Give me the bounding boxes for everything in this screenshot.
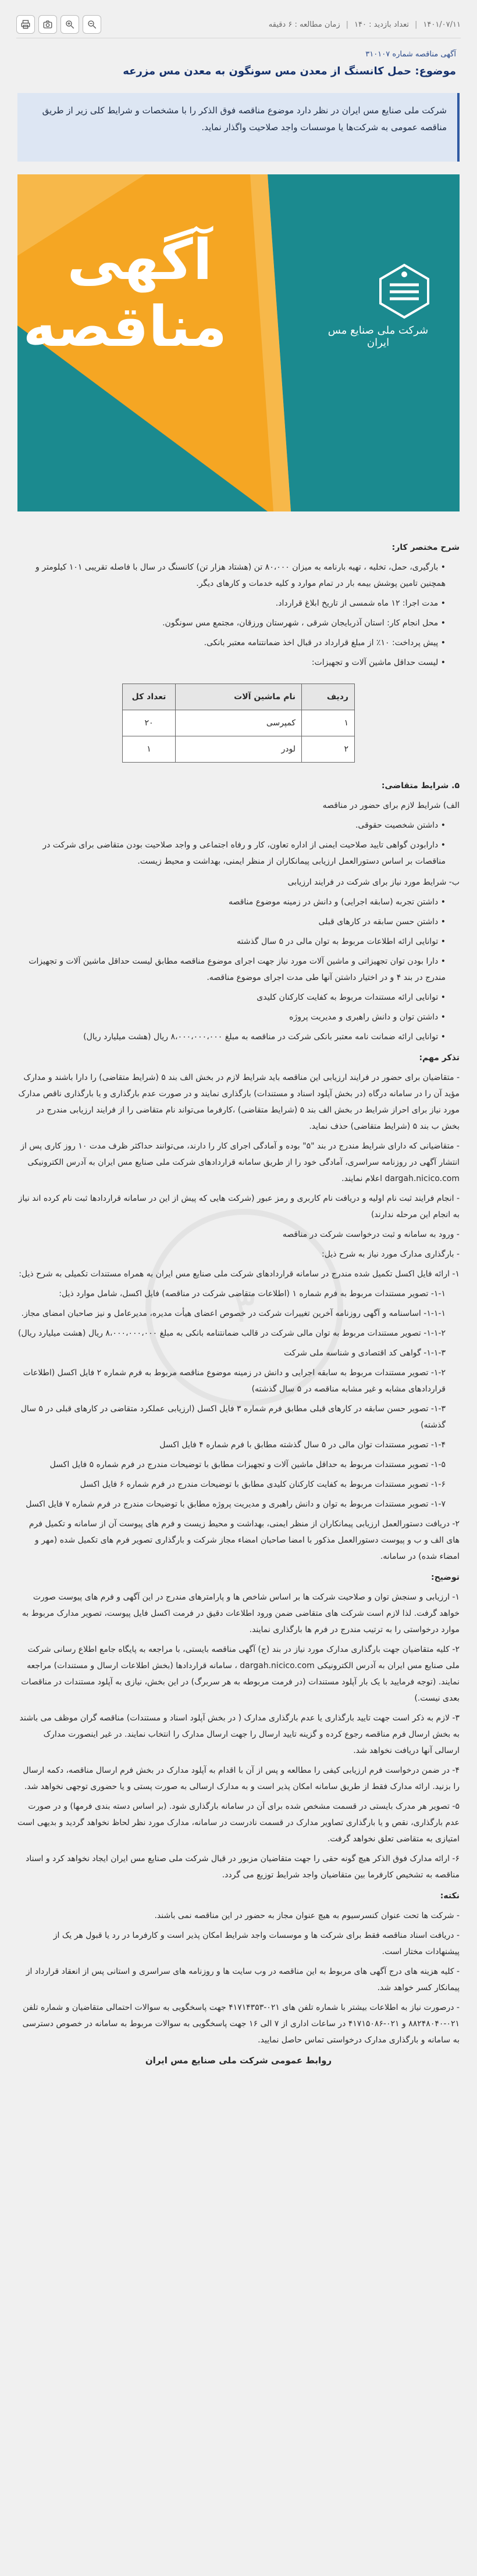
company-name: شرکت ملی صنایع مس ایران [328, 324, 429, 349]
list-item: ۱-۱-۳- گواهی کد اقتصادی و شناسه ملی شرکت [283, 1348, 446, 1358]
article-toolbar [16, 14, 461, 35]
list-item: ۱-۷- تصویر مستندات مربوط به توان و دانش راهبری و مدیریت پروژه مطابق با توضیحات مندرج در فرم شماره ۷ فایل اکسل [26, 1500, 446, 1509]
column-header: ردیف [302, 684, 355, 710]
list-item: ۳- لازم به ذکر است جهت تایید بارگذاری یا عدم بارگذاری مدارک ( در بخش آپلود اسناد و مستندات) مناقصه گران موظف می باشند به بخش ارسال فرم مناقصه رجوع کرده و گزینه تایید ارسال را جهت ارسال مدارک را انتخاب نمایند. در غیر اینصورت مدارک ارسالی آنها دریافت نخواهد شد. [19, 1713, 460, 1755]
list-item: - ورود به سامانه و ثبت درخواست شرکت در مناقصه [282, 1230, 460, 1239]
list-item: ۱-۱-۲- تصویر مستندات مربوط به توان مالی شرکت در قالب ضمانتنامه بانکی به مبلغ ۸،۰۰۰،۰۰۰،۰۰۰ ریال (هشت میلیارد ریال) [18, 1329, 446, 1338]
list-item: • داشتن شخصیت حقوقی. [355, 821, 446, 830]
zoom-in-icon [65, 19, 75, 30]
table-row [123, 710, 355, 736]
list-item: - متقاضیان برای حضور در فرایند ارزیابی این مناقصه باید شرایط لازم در بخش الف بند ۵ (شرایط متقاضی) را دارا باشند و مدارک مؤید آن را در سامانه درگاه (در بخش آپلود اسناد و مستندات) بارگذاری نمایند و در صورت عدم بارگذاری و یا بارگذاری ناقص مدارک مورد نیاز برای احراز شرایط در بخش الف بند ۵ (شرایط متقاضی) ،کارفرما می‌تواند نام متقاضی را از فرایند ارزیابی مندرج در بخش ب بند ۵ (شرایط متقاضی) حذف نماید. [18, 1073, 460, 1131]
zoom-out-button[interactable] [83, 15, 101, 34]
list-item: ۱-۱-۱- اساسنامه و آگهی روزنامه آخرین تغییرات شرکت در خصوص اعضای هیأت مدیره، مدیرعامل و نیز صاحبان امضای مجاز. [21, 1309, 446, 1318]
list-item: ۱-۱- تصویر مستندات مربوط به فرم شماره ۱ (اطلاعات متقاضی شرکت در مناقصه) فایل اکسل، شامل موارد ذیل: [59, 1289, 446, 1298]
list-item: ۱- ارائه فایل اکسل تکمیل شده مندرج در سامانه قراردادهای شرکت ملی صنایع مس ایران به همراه مستندات تکمیلی به شرح ذیل: [19, 1269, 460, 1279]
visit-count: تعداد بازدید : ۱۴۰ [354, 20, 409, 29]
list-item: • لیست حداقل ماشین آلات و تجهیزات: [311, 658, 446, 667]
table-header-row [123, 684, 355, 710]
page-title: موضوع: حمل کانسنگ از معدن مس سونگون به معدن مس مزرعه [123, 65, 456, 77]
watermark-logo-icon: ۳ [145, 1209, 343, 1407]
screenshot-button[interactable] [38, 15, 57, 34]
list-item: • توانایی ارائه مستندات مربوط به کفایت کارکنان کلیدی [257, 993, 446, 1002]
list-item: - کلیه هزینه های درج آگهی های مربوط به این مناقصه در وب سایت ها و روزنامه های سراسری و استانی پس از انعقاد قرارداد از پیمانکار کسر خواهد شد. [26, 1967, 460, 1992]
list-item: ۴- در ضمن درخواست فرم ارزیابی کیفی را مطالعه و پس از آن با اقدام به آپلود مدارک در بخش فرم ارسال مناقصه، دکمه ارسال را بزنید. ارائه مدارک فقط از طریق سامانه امکان پذیر است و به مدارک ارسالی به صورت پستی و یا حضوری توجهی نخواهد شد. [23, 1766, 460, 1791]
list-item: - بارگذاری مدارک مورد نیاز به شرح ذیل: [322, 1250, 460, 1259]
list-item: • پیش پرداخت: ۱۰٪ از مبلغ قرارداد در قبال اخذ ضمانتنامه معتبر بانکی. [204, 638, 446, 647]
lead-summary: شرکت ملی صنایع مس ایران در نظر دارد موضوع مناقصه فوق الذکر را با مشخصات و شرایط کلی زیر از طریق مناقصه عمومی به شرکت‌ها یا موسسات واجد صلاحیت واگذار نماید. [17, 93, 460, 162]
list-item: ۶- ارائه مدارک فوق الذکر هیچ گونه حقی را جهت متقاضیان مزبور در قبال شرکت ملی صنایع مس ایران ایجاد نخواهد کرد و اسناد مناقصه به تشخیص کارفرما بین متقاضیان واجد شرایط توزیع می گردد. [26, 1854, 460, 1880]
list-item: • داشتن تجربه (سابقه اجرایی) و دانش در زمینه موضوع مناقصه [228, 897, 446, 907]
list-item: • توانایی ارائه ضمانت نامه معتبر بانکی شرکت در مناقصه به مبلغ ۸،۰۰۰،۰۰۰،۰۰۰ ریال (هشت میلیارد ریال) [83, 1032, 446, 1042]
list-item: • داشتن توان و دانش راهبری و مدیریت پروژه [289, 1012, 446, 1022]
list-item: ۱-۳- تصویر حسن سابقه در کارهای قبلی مطابق فرم شماره ۳ فایل اکسل (ارزیابی عملکرد متقاضی در کارهای قبلی در ۵ سال گذشته) [20, 1404, 446, 1430]
section-heading: تذکر مهم: [419, 1053, 460, 1062]
machinery-table [122, 684, 355, 763]
logo-emblem-icon [372, 262, 436, 320]
list-item: • داشتن حسن سابقه در کارهای قبلی [318, 917, 446, 926]
list-item: - شرکت ها تحت عنوان کنسرسیوم به هیچ عنوان مجاز به حضور در این مناقصه نمی باشند. [154, 1911, 460, 1920]
list-item: - دریافت اسناد مناقصه فقط برای شرکت ها و موسسات واجد شرایط امکان پذیر است و کارفرما در رد یا قبول هر یک از پیشنهادات مختار است. [53, 1931, 460, 1956]
signature: روابط عمومی شرکت ملی صنایع مس ایران [145, 2055, 332, 2066]
list-item: ۲- دریافت دستورالعمل ارزیابی پیمانکاران از منظر ایمنی، بهداشت و محیط زیست و فرم های پیوست آن از سامانه و تکمیل فرم های الف و ب و پیوست دستورالعمل مذکور با امضا صاحبان امضاء مجاز شرکت و بارگذاری تصویر فرم های تکمیل شده (مهر و امضاء شده) در سامانه. [29, 1519, 460, 1561]
section-heading: نکته: [440, 1891, 460, 1901]
meta-separator: | [414, 20, 418, 29]
publish-date: ۱۴۰۱/۰۷/۱۱ [423, 20, 461, 29]
zoom-out-icon [87, 19, 97, 30]
list-item: • بارگیری، حمل، تخلیه ، تهیه بارنامه به میزان ۸۰،۰۰۰ تن (هشتاد هزار تن) کانسنگ در سال با فاصله تقریبی ۱۰۱ کیلومتر و همچنین تامین پوشش بیمه بار در تمام موارد و کلیه خدمات و کارهای دیگر. [35, 563, 446, 588]
camera-icon [42, 19, 53, 30]
column-header: تعداد کل [123, 684, 176, 710]
list-item: ۵- تصویر هر مدرک بایستی در قسمت مشخص شده برای آن در سامانه بارگذاری شود. (بر اساس دسته بندی فرمها) و در صورت عدم بارگذاری، نقص و یا بارگذاری تصاویر مدارک در قسمت نادرست در سامانه، مدارک مورد نظر لحاظ نخواهد گردید و بدیهی است امتیازی به متقاضی تعلق نخواهد گرفت. [17, 1802, 460, 1844]
list-item: - انجام فرایند ثبت نام اولیه و دریافت نام کاربری و رمز عبور (شرکت هایی که پیش از این در سامانه قراردادها ثبت نام کرده اند نیاز به انجام این مرحله ندارند) [18, 1194, 460, 1219]
company-logo [320, 262, 436, 349]
sub-heading: الف) شرایط لازم برای حضور در مناقصه [322, 801, 460, 810]
table-cell: کمپرسی [176, 710, 302, 736]
table-cell: ۲ [302, 736, 355, 763]
list-item: • محل انجام کار: استان آذربایجان شرقی ، شهرستان ورزقان، مجتمع مس سونگون. [162, 618, 446, 628]
print-icon [20, 19, 31, 30]
section-heading: توضیح: [431, 1573, 460, 1582]
list-item: • توانایی ارائه اطلاعات مربوط به توان مالی در ۵ سال گذشته [237, 937, 446, 946]
notice-number: آگهی مناقصه شماره ۳۱۰۱۰۷ [365, 50, 456, 59]
table-cell: ۱ [302, 710, 355, 736]
table-cell: ۱ [123, 736, 176, 763]
table-cell: لودر [176, 736, 302, 763]
table-row [123, 736, 355, 763]
article-tools [16, 15, 101, 34]
list-item: • مدت اجرا: ۱۲ ماه شمسی از تاریخ ابلاغ قرارداد. [275, 599, 446, 608]
sub-heading: ب- شرایط مورد نیاز برای شرکت در فرایند ارزیابی [287, 878, 460, 887]
print-button[interactable] [16, 15, 35, 34]
section-heading: ۵. شرایط متقاضی: [381, 781, 460, 790]
list-item: ۱-۲- تصویر مستندات مربوط به سابقه اجرایی و دانش در زمینه موضوع مناقصه مربوط به فرم شماره ۲ فایل اکسل (اطلاعات قراردادهای مشابه و غیر مشابه مناقصه در ۵ سال گذشته) [23, 1368, 446, 1394]
article-meta [269, 20, 461, 29]
section-heading: شرح مختصر کار: [391, 543, 460, 552]
list-item: • دارا بودن توان تجهیزاتی و ماشین آلات مورد نیاز جهت اجرای موضوع مناقصه مطابق لیست حداقل ماشین آلات و تجهیزات مندرج در بند ۴ و در اختیار داشتن آنها طی مدت اجرای موضوع مناقصه. [29, 957, 446, 982]
list-item: ۱-۵- تصویر مستندات مربوط به حداقل ماشین آلات و تجهیزات مطابق با توضیحات مندرج در فرم شماره ۵ فایل اکسل [49, 1460, 446, 1469]
banner-line-2: مناقصه [23, 294, 227, 360]
table-cell: ۲۰ [123, 710, 176, 736]
list-item: • دارابودن گواهی تایید صلاحیت ایمنی از اداره تعاون، کار و رفاه اجتماعی و واجد صلاحیت بودن متقاضی برای شرکت در مناقصات بر اساس دستورالعمل ارزیابی پیمانکاران از منظر ایمنی، بهداشت و محیط زیست. [42, 840, 446, 866]
reading-time: زمان مطالعه : ۶ دقیقه [268, 20, 340, 29]
meta-separator: | [346, 20, 349, 29]
banner-headline [23, 227, 227, 360]
list-item: ۱-۴- تصویر مستندات توان مالی در ۵ سال گذشته مطابق با فرم شماره ۴ فایل اکسل [159, 1440, 446, 1450]
list-item: ۲- کلیه متقاضیان جهت بارگذاری مدارک مورد نیاز در بند (ج) آگهی مناقصه بایستی، با مراجعه به پایگاه جامع اطلاع رسانی شرکت ملی صنایع مس ایران به آدرس الکترونیکی dargah.nicico.com ، سامانه قراردادها (بخش اطلاعات ارسال و مستندات) مراجعه نمایند. (توجه فرمایید با یک بار آپلود مستندات (در فرمت مربوطه به هر سربرگ) در این بخش، نیازی به آپلود مستندات در مناقصات بعدی نیست.) [21, 1645, 460, 1703]
column-header: نام ماشین آلات [176, 684, 302, 710]
list-item: ۱-۶- تصویر مستندات مربوط به کفایت کارکنان کلیدی مطابق با توضیحات مندرج در فرم شماره ۶ فایل اکسل [80, 1480, 446, 1489]
zoom-in-button[interactable] [60, 15, 79, 34]
list-item: ۱- ارزیابی و سنجش توان و صلاحیت شرکت ها بر اساس شاخص ها و پارامترهای مندرج در این آگهی و فرم های پیوست صورت خواهد گرفت. لذا لازم است شرکت های متقاضی ضمن ورود اطلاعات دقیق در فرمت اکسل فایل پیوست، تصویر مدارک مربوط به موارد درخواستی را به ترتیب مندرج در فرم ها بارگذاری نمایند. [22, 1593, 460, 1634]
banner-line-1: آگهی [67, 227, 212, 292]
tender-banner-image [17, 174, 460, 511]
list-item: - متقاضیانی که دارای شرایط مندرج در بند "۵" بوده و آمادگی اجرای کار را دارند، می‌توانند حداکثر ظرف مدت ۱۰ روز کاری پس از انتشار آگهی در روزنامه سراسری، آمادگی خود را از طریق سامانه قراردادهای شرکت ملی صنایع مس ایران به آدرس الکترونیکی dargah.nicico.com اعلام نمایند. [20, 1142, 460, 1183]
list-item: - درصورت نیاز به اطلاعات بیشتر با شماره تلفن های ۰۲۱-۴۱۷۱۴۳۵۳ جهت پاسخگویی به سوالات احتمالی متقاضیان و شماره تلفن ۰۲۱-۸۸۲۴۸۰۴۰ و ۰۲۱-۴۱۷۱۵۰۸۶ در ساعات اداری از ۷ الی ۱۶ جهت پاسخگویی به سوالات مربوط به سامانه در خصوص دسترسی به سامانه و بارگذاری مدارک درخواستی تماس حاصل نمایید. [22, 2003, 460, 2045]
